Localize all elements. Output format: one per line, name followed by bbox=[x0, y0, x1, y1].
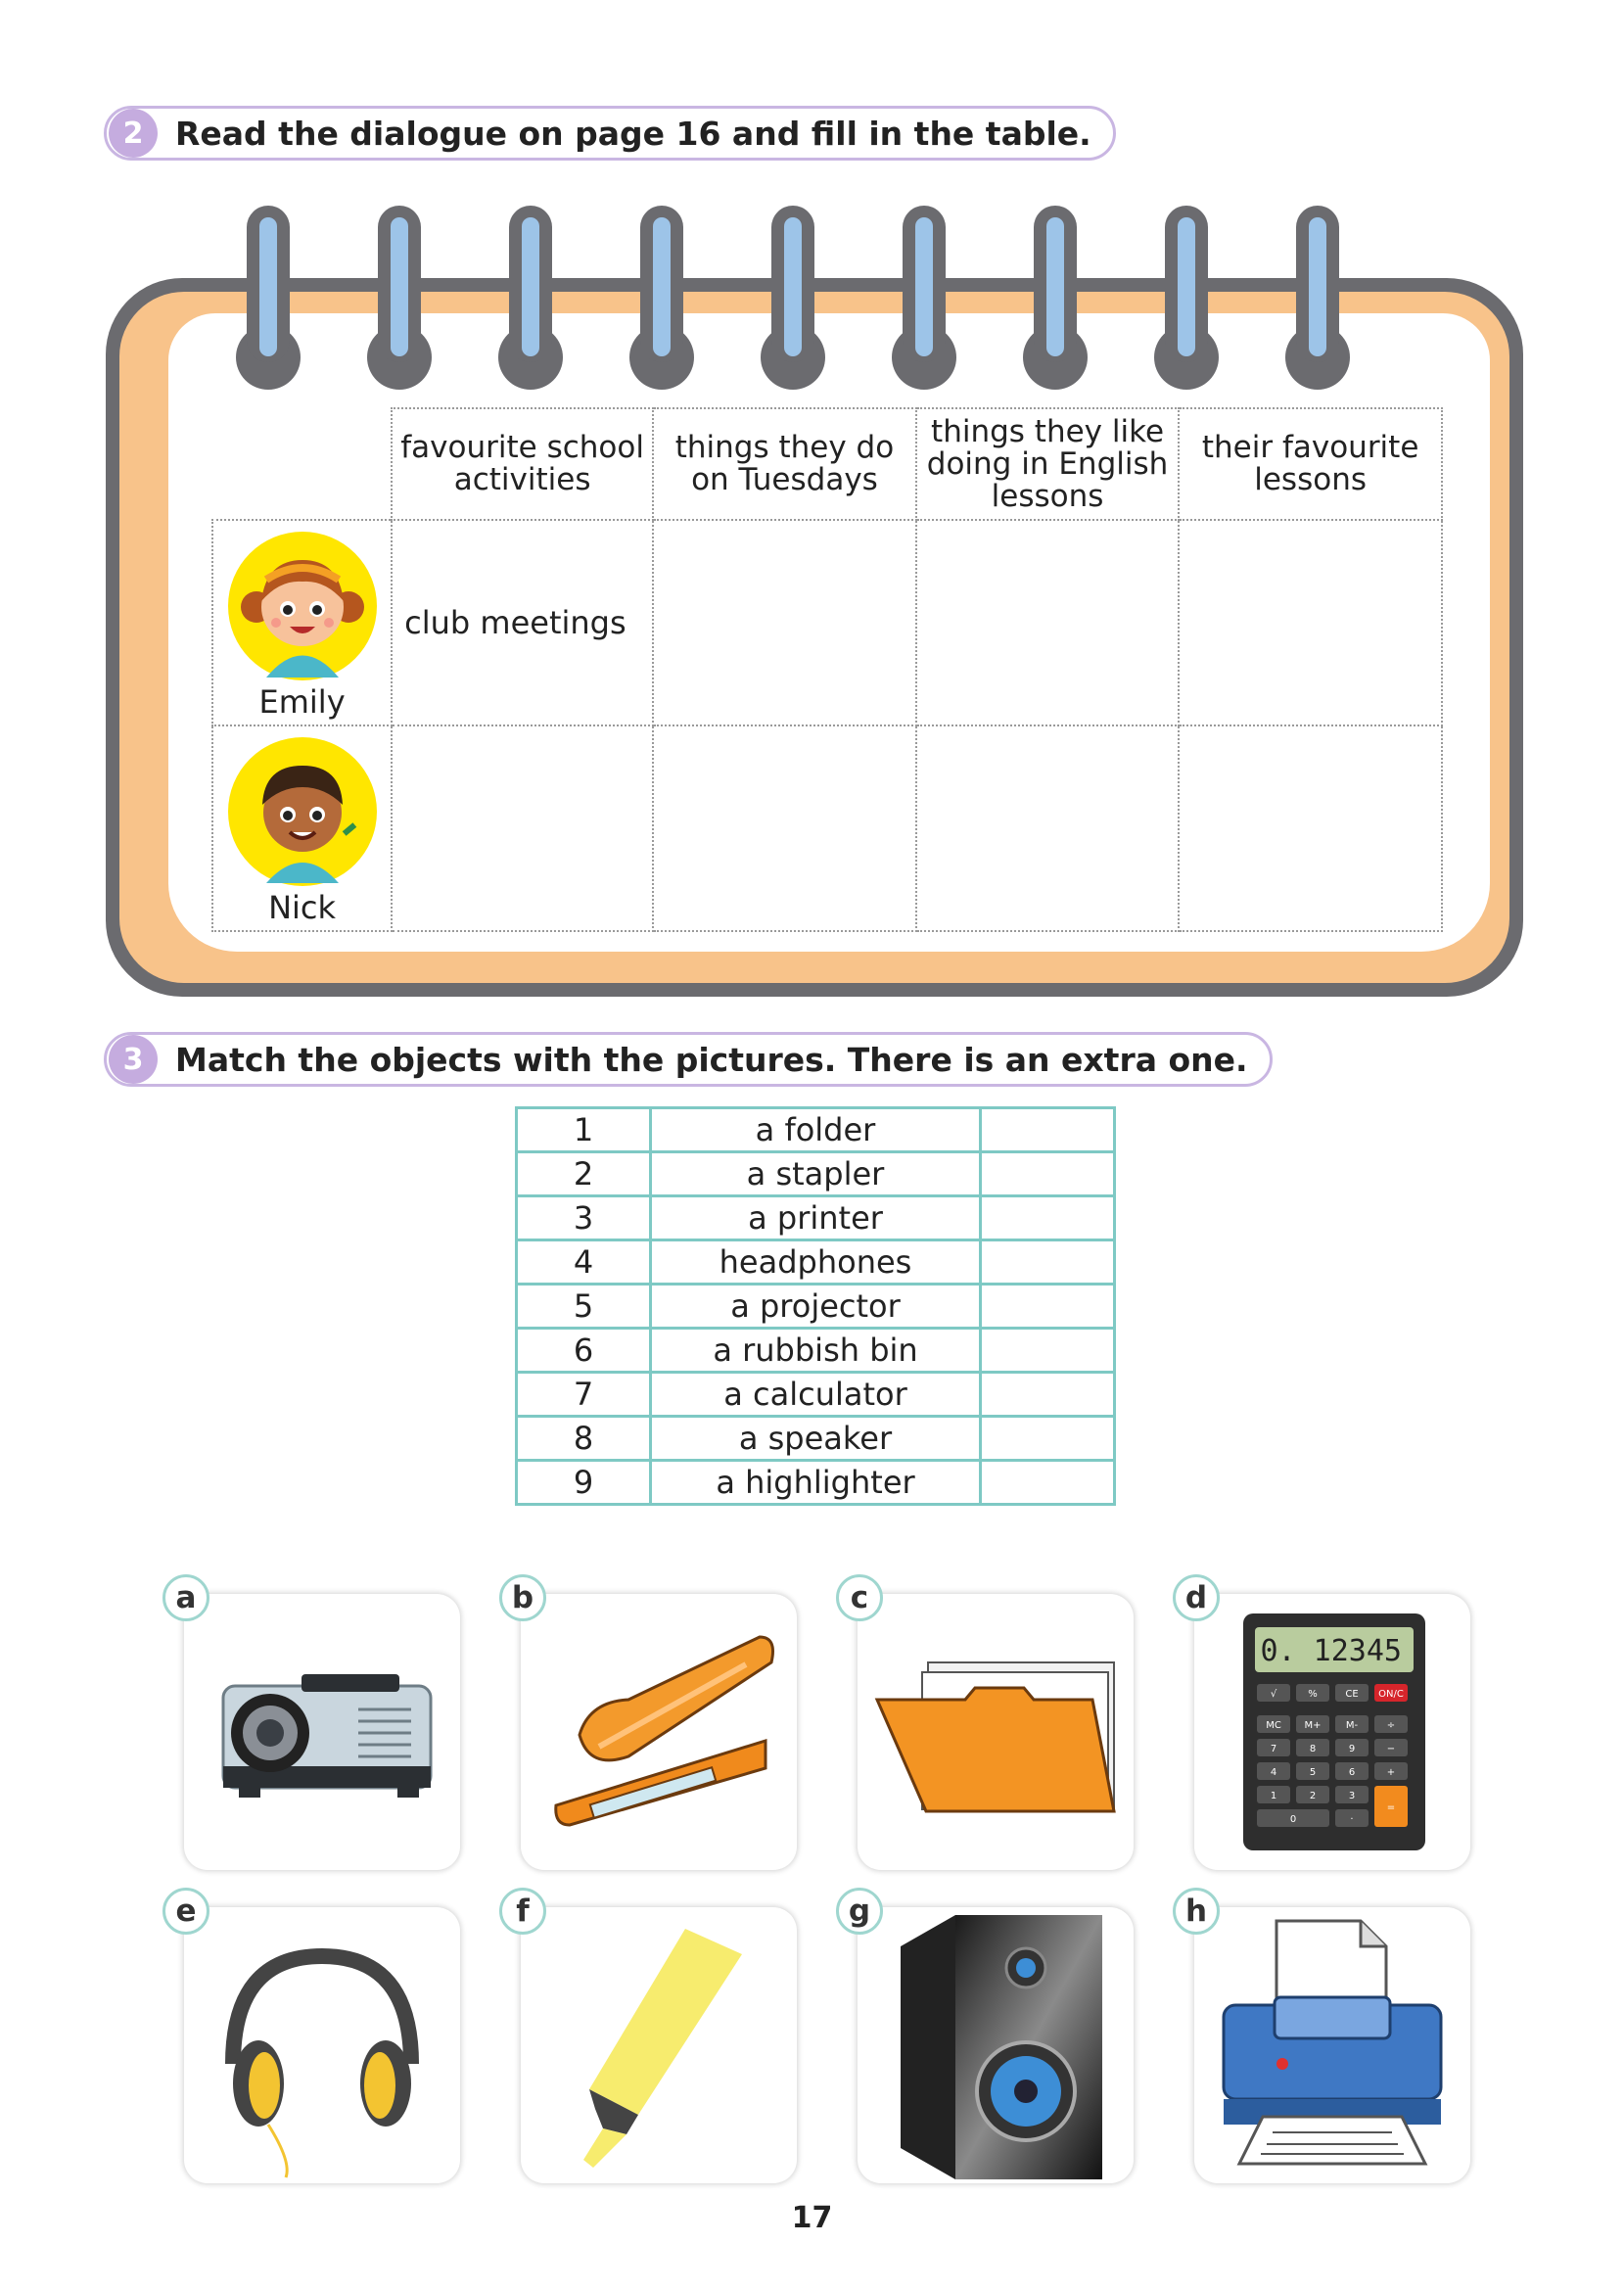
binder-ring bbox=[627, 206, 696, 392]
speaker-icon bbox=[858, 1907, 1134, 2183]
svg-text:5: 5 bbox=[1309, 1767, 1317, 1778]
calculator-key bbox=[1374, 1684, 1408, 1702]
svg-text:0: 0 bbox=[1289, 1814, 1297, 1825]
calculator-key bbox=[1335, 1809, 1369, 1827]
calculator-key bbox=[1374, 1762, 1408, 1780]
binder-ring bbox=[1283, 206, 1352, 392]
picture-card-c bbox=[850, 1580, 1134, 1870]
calculator-key bbox=[1335, 1786, 1369, 1803]
girl-avatar-icon bbox=[227, 531, 378, 681]
svg-text:8: 8 bbox=[1309, 1744, 1317, 1754]
student-name: Nick bbox=[268, 889, 337, 926]
task-instruction: Read the dialogue on page 16 and fill in the table. bbox=[175, 114, 1091, 153]
picture-letter: e bbox=[162, 1888, 209, 1935]
item-number: 2 bbox=[517, 1152, 651, 1196]
calculator-icon bbox=[1194, 1594, 1470, 1870]
answer-cell[interactable] bbox=[981, 1373, 1115, 1417]
answer-cell[interactable] bbox=[981, 1108, 1115, 1152]
item-number: 6 bbox=[517, 1329, 651, 1373]
student-cell bbox=[212, 725, 392, 931]
table-row bbox=[517, 1108, 1115, 1152]
calculator-key bbox=[1296, 1762, 1329, 1780]
item-number: 4 bbox=[517, 1240, 651, 1285]
page-number: 17 bbox=[791, 2201, 833, 2235]
table-row bbox=[517, 1240, 1115, 1285]
calculator-key bbox=[1335, 1739, 1369, 1756]
picture-letter: b bbox=[499, 1574, 546, 1621]
item-number: 9 bbox=[517, 1461, 651, 1505]
binder-ring bbox=[365, 206, 434, 392]
calculator-key bbox=[1374, 1786, 1408, 1827]
answer-cell[interactable] bbox=[981, 1240, 1115, 1285]
picture-card-h bbox=[1184, 1894, 1470, 2183]
projector-icon bbox=[184, 1594, 460, 1870]
svg-text:CE: CE bbox=[1345, 1689, 1359, 1700]
item-number: 1 bbox=[517, 1108, 651, 1152]
calculator-key bbox=[1257, 1786, 1290, 1803]
binder-ring bbox=[759, 206, 827, 392]
task-3-heading bbox=[104, 1032, 1273, 1087]
headphones-icon bbox=[184, 1907, 460, 2183]
calculator-key bbox=[1374, 1739, 1408, 1756]
table-cell[interactable] bbox=[916, 725, 1179, 931]
item-name: a printer bbox=[651, 1196, 981, 1240]
picture-letter: f bbox=[499, 1888, 546, 1935]
calculator-key bbox=[1257, 1762, 1290, 1780]
item-name: a stapler bbox=[651, 1152, 981, 1196]
table-cell[interactable]: club meetings bbox=[392, 520, 653, 725]
picture-card-g bbox=[848, 1894, 1134, 2183]
calculator-key bbox=[1335, 1762, 1369, 1780]
table-row bbox=[212, 520, 1442, 725]
calculator-key bbox=[1296, 1684, 1329, 1702]
answer-cell[interactable] bbox=[981, 1152, 1115, 1196]
table-row bbox=[517, 1329, 1115, 1373]
binder-ring bbox=[496, 206, 565, 392]
table-cell[interactable] bbox=[1179, 725, 1442, 931]
item-number: 7 bbox=[517, 1373, 651, 1417]
picture-letter: c bbox=[836, 1574, 883, 1621]
svg-text:1: 1 bbox=[1270, 1791, 1277, 1801]
fill-in-table bbox=[211, 407, 1443, 932]
calculator-key bbox=[1257, 1739, 1290, 1756]
svg-text:√: √ bbox=[1270, 1689, 1277, 1700]
calculator-key bbox=[1296, 1786, 1329, 1803]
picture-card-a bbox=[175, 1580, 460, 1870]
picture-card-d bbox=[1184, 1580, 1470, 1870]
picture-letter: a bbox=[162, 1574, 209, 1621]
svg-text:=: = bbox=[1386, 1802, 1396, 1813]
boy-avatar-icon bbox=[227, 736, 378, 887]
table-cell[interactable] bbox=[916, 520, 1179, 725]
item-number: 3 bbox=[517, 1196, 651, 1240]
binder-ring bbox=[1021, 206, 1090, 392]
answer-cell[interactable] bbox=[981, 1285, 1115, 1329]
svg-text:4: 4 bbox=[1270, 1767, 1277, 1778]
table-row bbox=[212, 725, 1442, 931]
table-row bbox=[517, 1152, 1115, 1196]
answer-cell[interactable] bbox=[981, 1461, 1115, 1505]
calculator-key bbox=[1374, 1715, 1408, 1733]
picture-card-e bbox=[175, 1894, 460, 2183]
column-header: things they do on Tuesdays bbox=[653, 408, 916, 520]
answer-cell[interactable] bbox=[981, 1417, 1115, 1461]
table-row bbox=[517, 1285, 1115, 1329]
calculator-key bbox=[1296, 1715, 1329, 1733]
table-cell[interactable] bbox=[653, 725, 916, 931]
item-name: a folder bbox=[651, 1108, 981, 1152]
calculator-display: 0. 12345 bbox=[1260, 1634, 1402, 1668]
svg-text:M+: M+ bbox=[1304, 1720, 1322, 1731]
svg-text:3: 3 bbox=[1348, 1791, 1356, 1801]
svg-text:6: 6 bbox=[1348, 1767, 1356, 1778]
calculator-key bbox=[1335, 1715, 1369, 1733]
svg-text:MC: MC bbox=[1266, 1720, 1281, 1731]
picture-card-b bbox=[511, 1580, 797, 1870]
student-cell bbox=[212, 520, 392, 725]
item-name: headphones bbox=[651, 1240, 981, 1285]
svg-text:7: 7 bbox=[1270, 1744, 1277, 1754]
table-row bbox=[517, 1461, 1115, 1505]
table-cell[interactable] bbox=[392, 725, 653, 931]
calculator-key bbox=[1296, 1739, 1329, 1756]
svg-text:−: − bbox=[1386, 1744, 1396, 1754]
svg-text:÷: ÷ bbox=[1386, 1720, 1396, 1731]
binder-ring bbox=[1152, 206, 1221, 392]
student-name: Emily bbox=[258, 683, 346, 721]
svg-text:ON/C: ON/C bbox=[1378, 1689, 1404, 1700]
item-name: a highlighter bbox=[651, 1461, 981, 1505]
svg-text:+: + bbox=[1386, 1767, 1396, 1778]
task-number-badge: 3 bbox=[109, 1035, 158, 1084]
column-header: favourite school activities bbox=[392, 408, 653, 520]
task-2-heading bbox=[104, 106, 1116, 161]
calculator-key bbox=[1257, 1809, 1329, 1827]
calculator-key bbox=[1335, 1684, 1369, 1702]
answer-cell[interactable] bbox=[981, 1196, 1115, 1240]
match-table bbox=[515, 1106, 1116, 1506]
svg-text:M-: M- bbox=[1345, 1720, 1359, 1731]
item-name: a rubbish bin bbox=[651, 1329, 981, 1373]
svg-text:2: 2 bbox=[1309, 1791, 1317, 1801]
table-cell[interactable] bbox=[653, 520, 916, 725]
table-row bbox=[517, 1196, 1115, 1240]
printer-icon bbox=[1194, 1907, 1470, 2183]
item-name: a calculator bbox=[651, 1373, 981, 1417]
column-header: their favourite lessons bbox=[1179, 408, 1442, 520]
item-number: 8 bbox=[517, 1417, 651, 1461]
task-instruction: Match the objects with the pictures. There is an extra one. bbox=[175, 1040, 1248, 1079]
item-number: 5 bbox=[517, 1285, 651, 1329]
stapler-icon bbox=[521, 1594, 797, 1870]
table-row bbox=[517, 1373, 1115, 1417]
table-cell[interactable] bbox=[1179, 520, 1442, 725]
binder-ring bbox=[234, 206, 302, 392]
item-name: a projector bbox=[651, 1285, 981, 1329]
calculator-key bbox=[1257, 1715, 1290, 1733]
task-number-badge: 2 bbox=[109, 109, 158, 158]
highlighter-icon bbox=[521, 1907, 797, 2183]
picture-letter: h bbox=[1173, 1888, 1220, 1935]
picture-letter: g bbox=[836, 1888, 883, 1935]
svg-text:%: % bbox=[1308, 1689, 1318, 1700]
picture-card-f bbox=[516, 1894, 797, 2183]
answer-cell[interactable] bbox=[981, 1329, 1115, 1373]
svg-text:9: 9 bbox=[1348, 1744, 1356, 1754]
folder-icon bbox=[858, 1594, 1134, 1870]
table-row bbox=[517, 1417, 1115, 1461]
binder-ring bbox=[890, 206, 958, 392]
item-name: a speaker bbox=[651, 1417, 981, 1461]
calculator-key bbox=[1257, 1684, 1290, 1702]
picture-letter: d bbox=[1173, 1574, 1220, 1621]
column-header: things they like doing in English lessons bbox=[916, 408, 1179, 520]
svg-text:·: · bbox=[1350, 1814, 1354, 1825]
